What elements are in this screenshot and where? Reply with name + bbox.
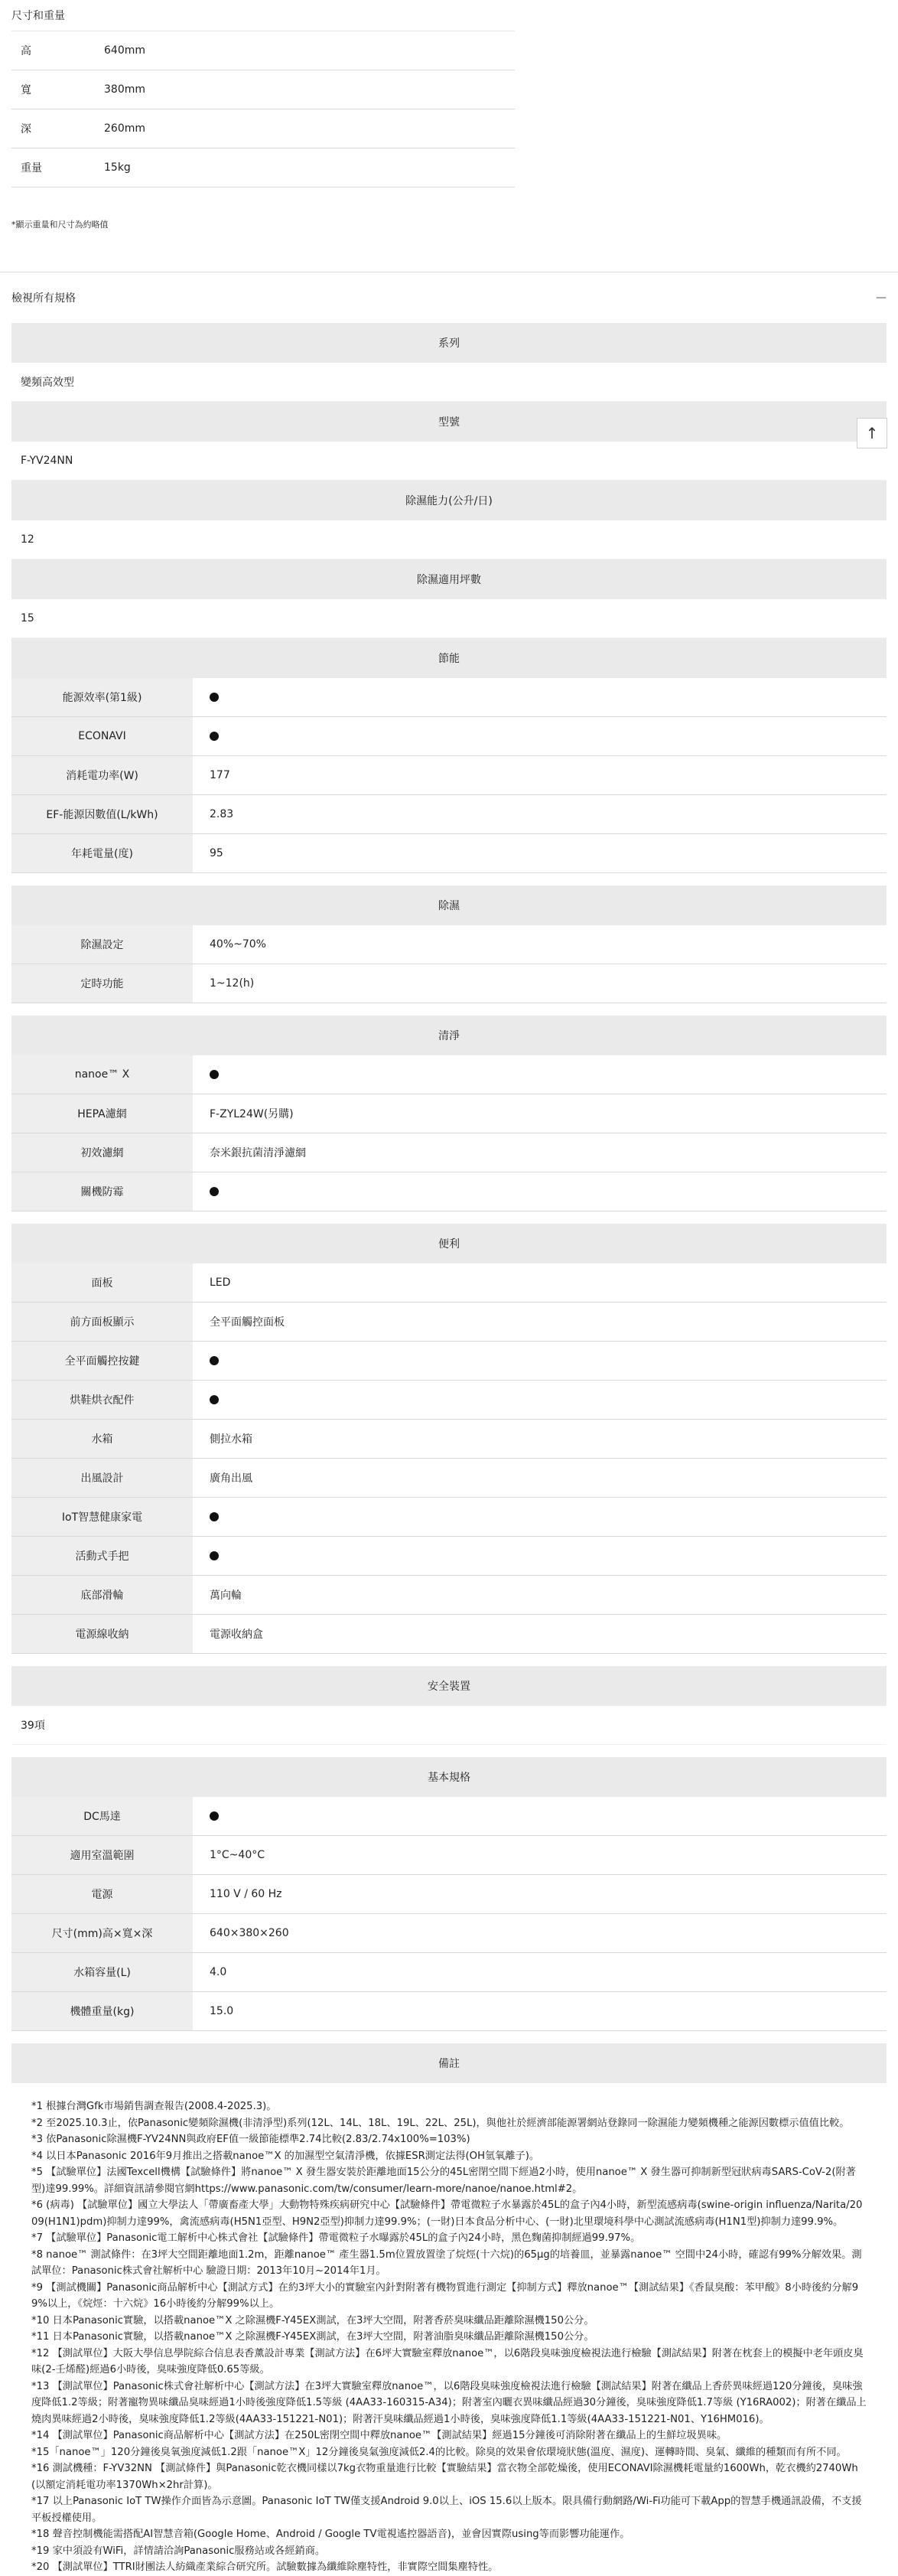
bullet-dot-icon: [210, 1356, 219, 1365]
spec-row: [11, 1420, 887, 1459]
spec-label: 烘鞋烘衣配件: [11, 1381, 193, 1419]
note-item: *10 日本Panasonic實驗，以搭載nanoe™X 之除濕機F-Y45EX測試，在3坪大空間，附著香菸臭味纖品距離除濕機150公分。: [31, 2314, 594, 2327]
spec-value: 電源收納盒: [210, 1629, 263, 1641]
note-item: *16 測試機種：F-YV32NN 【測試條件】與Panasonic乾衣機同樣以7kg衣物重量進行比較【實驗結果】當衣物全部乾燥後，使用ECONAVI除濕機耗電量約1600Wh，乾衣機約2740Wh(以額定消耗電功率1370Wh×2hr計算)。: [31, 2463, 858, 2491]
spec-row: [11, 1459, 887, 1498]
note-item: *9 【測試機關】Panasonic商品解析中心【測試方式】在約3坪大小的實驗室內針對附著有機物質進行測定【抑制方式】釋放nanoe™【測試結果】《香鼠臭酸：苯甲酸》8小時後約分解99%以上，《烷烴：十六烷》16小時後約分解99%以上。: [31, 2281, 859, 2310]
dimension-row-height: [11, 31, 515, 70]
spec-label: 底部滑輪: [11, 1576, 193, 1614]
notes-header: 備註: [11, 2043, 887, 2083]
bullet-dot-icon: [210, 693, 219, 702]
spec-label: 水箱容量(L): [11, 1953, 193, 1991]
basic-spec-rows: [11, 1797, 887, 2031]
bullet-dot-icon: [210, 1187, 219, 1196]
spec-value: 177: [210, 769, 230, 781]
spec-value: 側拉水箱: [210, 1433, 252, 1446]
spec-row: [11, 925, 887, 964]
spec-label: 前方面板顯示: [11, 1303, 193, 1341]
spec-row: [11, 795, 887, 834]
dimensions-table: [11, 31, 515, 187]
spec-row: [11, 1953, 887, 1992]
spec-row: [11, 1381, 887, 1420]
spec-value: 640×380×260: [210, 1927, 289, 1939]
note-item: *1 根據台灣Gfk市場銷售調查報告(2008.4-2025.3)。: [31, 2101, 277, 2112]
safety-header: 安全裝置: [11, 1666, 887, 1706]
spec-row: [11, 756, 887, 795]
spec-value: [193, 1381, 887, 1419]
spec-group-header: 便利: [11, 1224, 887, 1264]
series-header: 系列: [11, 323, 887, 363]
note-item: *2 至2025.10.3止，依Panasonic變頻除濕機(非清淨型)系列(12L、14L、18L、19L、22L、25L)，與他社於經濟部能源署網站登錄同一除濕能力變頻機種之能源因數標示值值比較。: [31, 2117, 850, 2129]
group-spacer: [11, 1211, 887, 1224]
spec-value: 110 V / 60 Hz: [210, 1888, 282, 1900]
spec-label: 尺寸(mm)高×寬×深: [11, 1914, 193, 1952]
note-item: *12 【測試單位】大阪大學信息學院綜合信息表香薰設計專業【測試方法】在6坪大實驗室釋放nanoe™，以6階段臭味強度檢視法進行檢驗【測試結果】附著在枕套上的模擬中老年頭皮臭味(2-壬烯醛)經過6小時後，臭味強度降低0.65等級。: [31, 2347, 864, 2375]
basic-spec-header: 基本規格: [11, 1757, 887, 1797]
spec-value: [193, 1537, 887, 1575]
spec-label: 適用室溫範圍: [11, 1836, 193, 1874]
spec-value: 1~12(h): [210, 977, 255, 990]
spec-value: 15.0: [210, 2005, 234, 2017]
area-value: 15: [11, 599, 887, 638]
bullet-dot-icon: [210, 1811, 219, 1821]
spec-row: [11, 1836, 887, 1875]
spec-value: [193, 1498, 887, 1536]
dimension-label: 高: [21, 45, 31, 57]
spec-label: 水箱: [11, 1420, 193, 1458]
series-value: 變頻高效型: [11, 363, 887, 402]
spec-value: 廣角出風: [210, 1472, 252, 1485]
bullet-dot-icon: [210, 1512, 219, 1521]
dimension-label: 深: [21, 123, 31, 135]
model-header: 型號: [11, 402, 887, 442]
dimension-row-depth: [11, 109, 515, 148]
bullet-dot-icon: [210, 1551, 219, 1560]
spec-label: 定時功能: [11, 964, 193, 1003]
arrow-up-icon: ↑: [865, 424, 879, 442]
spec-row: [11, 1133, 887, 1172]
spec-label: 電源: [11, 1875, 193, 1913]
bullet-dot-icon: [210, 1070, 219, 1079]
spec-label: 除濕設定: [11, 925, 193, 964]
area-header: 除濕適用坪數: [11, 559, 887, 599]
spec-label: 電源線收納: [11, 1615, 193, 1653]
view-all-specs-toggle[interactable]: [0, 272, 898, 323]
note-item: *6 (病毒) 【試驗單位】國立大學法人「帶廣畜產大學」大動物特殊疾病研究中心【試驗條件】帶電微粒子水暴露於45L的盒子內4小時，新型流感病毒(swine-origin influenza/Narita/2009(H1N1)pdm)抑制力達99%，禽流感病毒(H5N1亞型、H9N2亞型)抑制力達99.9%；(一財)日本食品分析中心、(一財)北里環境科學中心測試流感病毒(H1N1型)抑制力達99.9%。: [31, 2199, 863, 2228]
spec-section: [0, 323, 898, 2576]
spec-row: [11, 1537, 887, 1576]
note-item: *5 【試驗單位】法國Texcell機構【試驗條件】將nanoe™ X 發生器安裝於距離地面15公分的45L密閉空間下經過2小時，使用nanoe™ X 發生器可抑制新型冠狀病毒SARS-CoV-2(附著型)達99.99%。詳細資訊請參閱官網https://www.panasonic.com/tw/consumer/learn-more/nanoe/nanoe.html#2。: [31, 2167, 856, 2195]
spec-row: [11, 964, 887, 1003]
spec-label: 能源效率(第1級): [11, 678, 193, 716]
spec-row: [11, 1094, 887, 1133]
spec-label: DC馬達: [11, 1797, 193, 1835]
note-item: *7 【試驗單位】Panasonic電工解析中心株式會社【試驗條件】帶電微粒子水曝露於45L的盒子內24小時，黑色麴菌抑制經過99.97%。: [31, 2232, 641, 2244]
spec-value: 萬向輪: [210, 1590, 242, 1602]
spec-row: [11, 1797, 887, 1836]
spec-label: IoT智慧健康家電: [11, 1498, 193, 1536]
spec-row: [11, 1992, 887, 2031]
spec-row: [11, 1615, 887, 1654]
group-spacer: [11, 873, 887, 885]
spec-label: 面板: [11, 1264, 193, 1302]
dimensions-section: [0, 0, 898, 233]
spec-row: [11, 1172, 887, 1211]
spec-label: ECONAVI: [11, 717, 193, 755]
spec-value: 4.0: [210, 1966, 227, 1978]
group-spacer: [11, 1003, 887, 1016]
spec-value: 全平面觸控面板: [210, 1316, 285, 1329]
note-item: *17 以上Panasonic IoT TW操作介面皆為示意圖。Panasonic IoT TW僅支援Android 9.0以上、iOS 15.6以上版本。限具備行動網路/Wi-Fi功能可下載App的智慧手機通訊設備，不支援平板授權使用。: [31, 2496, 862, 2524]
note-item: *19 家中須設有WiFi，詳情請洽詢Panasonic服務站或各經銷商。: [31, 2545, 326, 2557]
spec-group-header: 清淨: [11, 1016, 887, 1055]
spec-value: [193, 1172, 887, 1211]
bullet-dot-icon: [210, 1395, 219, 1404]
note-item: *20 【測試單位】TTRI財團法人紡織產業綜合研究所。試驗數據為纖維除塵特性，非實際空間集塵特性。: [31, 2561, 499, 2573]
spec-group-header: 除濕: [11, 885, 887, 925]
note-item: *14 【測試單位】Panasonic商品解析中心【測試方法】在250L密閉空間中釋放nanoe™【測試結果】經過15分鐘後可消除附著在纖品上的生鮮垃圾異味。: [31, 2430, 727, 2441]
spec-value: 奈米銀抗菌清淨濾網: [210, 1147, 306, 1159]
spec-value: [193, 1342, 887, 1380]
spec-label: HEPA濾網: [11, 1094, 193, 1133]
dimension-row-width: [11, 70, 515, 109]
group-spacer: [11, 1654, 887, 1666]
collapse-icon[interactable]: —: [876, 292, 887, 304]
dimension-label: 重量: [21, 162, 42, 174]
dimension-value: 380mm: [104, 83, 145, 96]
capacity-header: 除濕能力(公升/日): [11, 481, 887, 520]
dimension-value: 260mm: [104, 122, 145, 135]
spec-row: [11, 1264, 887, 1303]
spec-row: [11, 678, 887, 717]
spec-value: [193, 717, 887, 755]
spec-value: [193, 678, 887, 716]
dimensions-title: 尺寸和重量: [11, 10, 65, 22]
spec-row: [11, 1498, 887, 1537]
model-value: F-YV24NN: [11, 442, 887, 481]
spec-value: 2.83: [210, 808, 234, 820]
spec-label: 出風設計: [11, 1459, 193, 1497]
spec-label: 初效濾網: [11, 1133, 193, 1172]
note-item: *3 依Panasonic除濕機F-YV24NN與政府EF值一級節能標準2.74比較(2.83/2.74x100%=103%): [31, 2134, 470, 2145]
spec-label: 全平面觸控按鍵: [11, 1342, 193, 1380]
spec-groups: [11, 638, 887, 1666]
spec-label: EF-能源因數值(L/kWh): [11, 795, 193, 833]
spec-label: 消耗電功率(W): [11, 756, 193, 794]
spec-label: 關機防霉: [11, 1172, 193, 1211]
spec-value: 1°C~40°C: [210, 1849, 265, 1861]
dimension-row-weight: [11, 148, 515, 187]
spec-row: [11, 1875, 887, 1914]
spec-row: [11, 834, 887, 873]
spec-group-header: 節能: [11, 638, 887, 678]
notes-list: [11, 2083, 887, 2576]
spec-row: [11, 1342, 887, 1381]
spec-label: 機體重量(kg): [11, 1992, 193, 2030]
spec-value: F-ZYL24W(另購): [210, 1108, 294, 1120]
spec-row: [11, 1576, 887, 1615]
spec-row: [11, 1055, 887, 1094]
spec-row: [11, 717, 887, 756]
note-item: *8 nanoe™ 測試條件：在3坪大空間距離地面1.2m，距離nanoe™ 產生器1.5m位置放置塗了烷烴(十六烷)的65μg的培養皿，並暴露nanoe™ 空間中24小時，確認有99%分解效果。測試單位：Panasonic株式會社解析中心 驗證日期：2013年10月~2014年1月。: [31, 2248, 862, 2277]
note-item: *4 以日本Panasonic 2016年9月推出之搭載nanoe™X 的加濕型空氣清淨機，依據ESR測定法得(OH氫氧離子)。: [31, 2150, 540, 2162]
note-item: *13 【測試單位】Panasonic株式會社解析中心【測試方法】在3坪大實驗室釋放nanoe™，以6階段臭味強度檢視法進行檢驗【測試結果】附著在纖品上香菸異味經過120分鐘後，臭味強度降低1.2等級；附著寵物異味纖品臭味經過1小時後強度降低1.5等級 (4AA33-160315-A34)；附著室內曬衣異味纖品經過30分鐘後，臭味強度降低1.7等級 (Y16RA002)；附著在纖品上燒肉異味經過2小時後，臭味強度降低1.2等級(4AA33-151221-N01)；附著汗臭味纖品經過1小時後，臭味強度降低1.1等級(4AA33-151221-N01、Y16HM016)。: [31, 2380, 867, 2425]
spec-value: LED: [210, 1277, 231, 1289]
spec-value: [193, 1797, 887, 1835]
spec-value: [193, 1055, 887, 1094]
dimension-value: 15kg: [104, 161, 131, 174]
back-to-top-button[interactable]: [857, 418, 887, 448]
dimension-label: 寬: [21, 84, 31, 96]
spec-row: [11, 1303, 887, 1342]
spec-label: 年耗電量(度): [11, 834, 193, 872]
spec-value: 40%~70%: [210, 938, 266, 951]
note-item: *11 日本Panasonic實驗，以搭載nanoe™X 之除濕機F-Y45EX測試，在3坪大空間，附著油脂臭味纖品距離除濕機150公分。: [31, 2331, 594, 2343]
safety-value: 39項: [11, 1706, 887, 1745]
dimensions-note: *顯示重量和尺寸為約略值: [11, 220, 109, 230]
spec-label: nanoe™ X: [11, 1055, 193, 1094]
spec-label: 活動式手把: [11, 1537, 193, 1575]
note-item: *15「nanoe™」120分鐘後臭氧強度減低1.2跟「nanoe™X」12分鐘後臭氣強度減低2.4的比較。除臭的效果會依環境狀態(溫度、濕度)、運轉時間、臭氣、纖維的種類而有所不同。: [31, 2446, 847, 2458]
dimension-value: 640mm: [104, 44, 145, 57]
specs-title: 檢視所有規格: [11, 292, 76, 305]
spec-value: 95: [210, 847, 223, 859]
capacity-value: 12: [11, 520, 887, 559]
note-item: *18 聲音控制機能需搭配AI智慧音箱(Google Home、Android / Google TV電視遙控器語音)，並會因實際using等而影響功能運作。: [31, 2529, 630, 2540]
bullet-dot-icon: [210, 732, 219, 741]
spec-row: [11, 1914, 887, 1953]
